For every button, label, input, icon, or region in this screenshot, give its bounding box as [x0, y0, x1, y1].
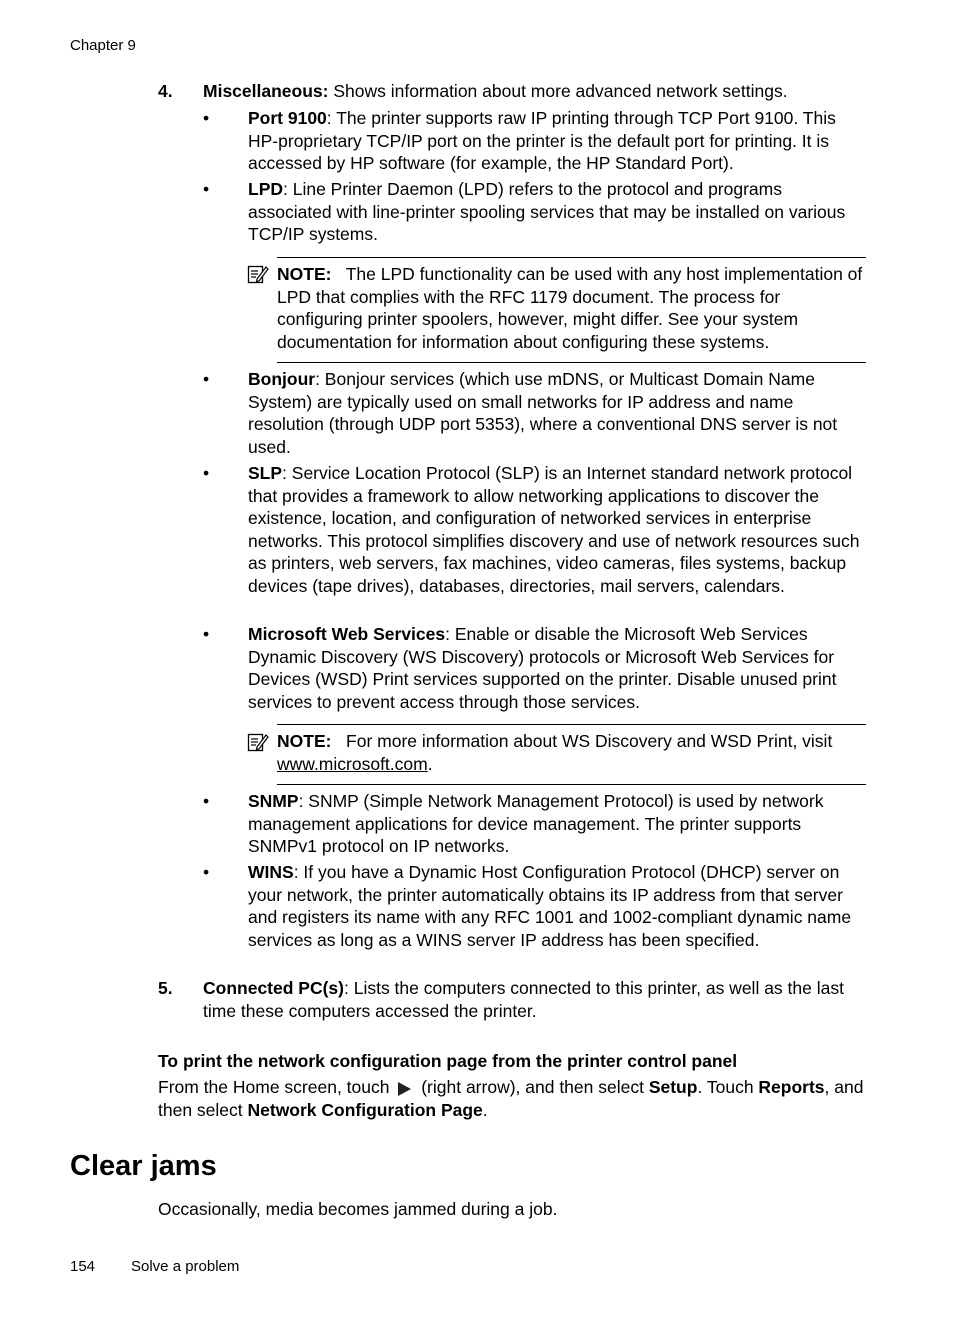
note-punct: .	[427, 753, 433, 774]
section-intro: Occasionally, media becomes jammed during a job.	[158, 1199, 558, 1219]
note-ws-discovery	[277, 724, 866, 785]
bullet-slp	[248, 462, 870, 597]
bullet-marker: •	[203, 791, 210, 811]
procedure-title: To print the network configuration page from the printer control panel	[158, 1051, 738, 1071]
bullet-desc: : SNMP (Simple Network Management Protocol) is used by network management applications for device management. The printer supports SNMPv1 protocol on IP networks.	[248, 791, 824, 856]
note-icon	[247, 263, 269, 285]
bullet-term: Port 9100	[248, 108, 327, 128]
footer-title: Solve a problem	[131, 1258, 240, 1275]
proc-seg: .	[482, 1099, 488, 1120]
bullet-term: LPD	[248, 179, 283, 199]
note-text: The LPD functionality can be used with any host implementation of LPD that complies with the RFC 1179 document. The process for configuring printer spoolers, however, might differ. See your system documentation for information about configuring these systems.	[277, 264, 863, 352]
item5-desc: : Lists the computers connected to this printer, as well as the last time these computers accessed the printer.	[203, 978, 844, 1021]
item4-text	[203, 80, 868, 103]
bullet-marker: •	[203, 463, 210, 483]
bullet-term: Bonjour	[248, 369, 316, 389]
bullet-term: SLP	[248, 463, 283, 483]
note-label: NOTE:	[277, 264, 332, 284]
section-heading: Clear jams	[70, 1150, 217, 1182]
bullet-desc: : Bonjour services (which use mDNS, or Multicast Domain Name System) are typically used on small networks for IP address and name resolution (through UDP port 5353), where a conventional DNS server is not used.	[248, 369, 838, 457]
bullet-desc: : Line Printer Daemon (LPD) refers to the protocol and programs associated with line-printer spooling services that may be installed on various TCP/IP systems.	[248, 179, 846, 244]
note-text: For more information about WS Discovery and WSD Print, visit	[346, 731, 833, 751]
running-header: Chapter 9	[70, 37, 136, 54]
bullet-snmp	[248, 790, 870, 858]
proc-network-config-page: Network Configuration Page	[247, 1099, 483, 1120]
microsoft-link[interactable]: www.microsoft.com	[277, 753, 428, 774]
proc-reports: Reports	[758, 1077, 825, 1097]
item4-desc: Shows information about more advanced network settings.	[328, 81, 788, 101]
bullet-wins	[248, 861, 870, 951]
bullet-marker: •	[203, 179, 210, 199]
bullet-desc: : The printer supports raw IP printing through TCP Port 9100. This HP-proprietary TCP/IP port on the printer is the default port for printing. It is accessed by HP software (for example, the HP Standard Port).	[248, 108, 836, 173]
bullet-marker: •	[203, 624, 210, 644]
proc-seg: , and then select	[158, 1077, 864, 1120]
bullet-marker: •	[203, 108, 210, 128]
list-number-5: 5.	[158, 978, 173, 998]
bullet-term: Microsoft Web Services	[248, 624, 446, 644]
note-lpd	[277, 257, 866, 363]
proc-seg: . Touch	[697, 1077, 759, 1097]
note-icon	[247, 731, 269, 753]
note-label: NOTE:	[277, 731, 332, 751]
bullet-desc: : Enable or disable the Microsoft Web Services Dynamic Discovery (WS Discovery) protocols or Microsoft Web Services for Devices (WSD) Print services supported on the printer. Disable unused print services to prevent access through those services.	[248, 624, 837, 712]
bullet-lpd	[248, 178, 870, 246]
item5-text	[203, 977, 868, 1022]
bullet-desc: : Service Location Protocol (SLP) is an Internet standard network protocol that provides a framework to allow networking applications to discover the existence, location, and configuration of networked services in enterprise networks. This protocol simplifies discovery and use of network resources such as printers, web servers, fax machines, video cameras, files systems, backup devices (tape drives), databases, directories, mail servers, calendars.	[248, 463, 860, 596]
proc-seg: (right arrow), and then select	[416, 1077, 649, 1097]
bullet-microsoft-web-services	[248, 623, 870, 713]
bullet-term: WINS	[248, 862, 294, 882]
list-number-4: 4.	[158, 81, 173, 101]
bullet-port9100	[248, 107, 870, 175]
item5-title: Connected PC(s)	[203, 978, 344, 998]
proc-seg: From the Home screen, touch	[158, 1077, 395, 1097]
bullet-marker: •	[203, 369, 210, 389]
bullet-marker: •	[203, 862, 210, 882]
proc-setup: Setup	[648, 1077, 698, 1097]
page-number: 154	[70, 1258, 96, 1275]
right-arrow-icon	[398, 1082, 411, 1096]
bullet-bonjour	[248, 368, 870, 458]
procedure-text	[158, 1076, 868, 1121]
item4-title: Miscellaneous:	[203, 81, 329, 101]
bullet-term: SNMP	[248, 791, 299, 811]
bullet-desc: : If you have a Dynamic Host Configuration Protocol (DHCP) server on your network, the printer automatically obtains its IP address from that server and registers its name with any RFC 1001 and 1002-compliant dynamic name services as long as a WINS server IP address has been specified.	[248, 862, 852, 950]
